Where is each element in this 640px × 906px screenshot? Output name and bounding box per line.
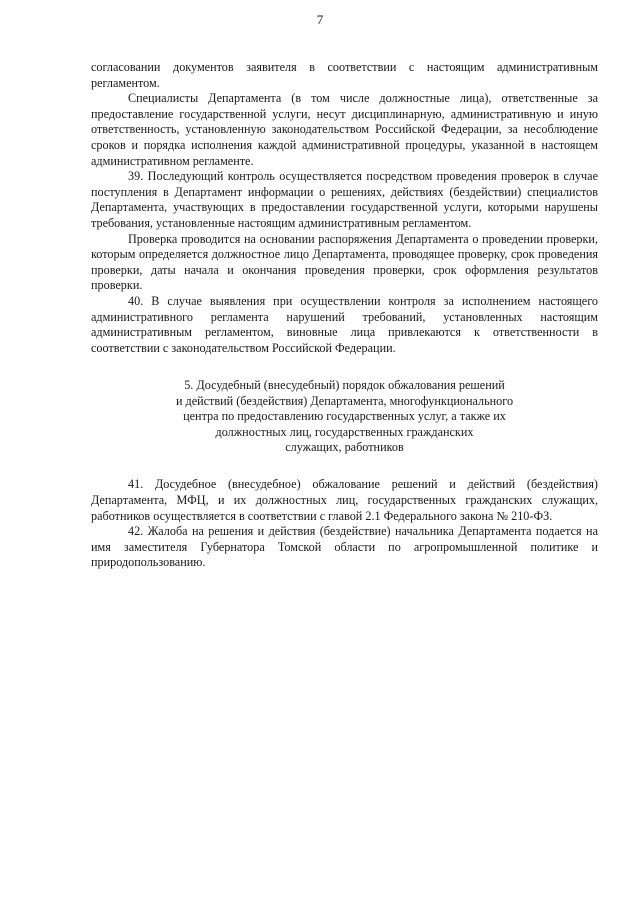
paragraphs-top — [91, 60, 598, 356]
section-heading-line: 5. Досудебный (внесудебный) порядок обжалования решений — [184, 378, 505, 393]
paragraph: Проверка проводится на основании распоряжения Департамента о проведении проверки, которым определяется должностное лицо Департамента, проводящее проверку, срок проведения проверки, даты начала и окончания проведения проверки, срок оформления результатов проверки. — [91, 231, 598, 293]
paragraph-item-42: 42. Жалоба на решения и действия (бездействие) начальника Департамента подается на имя заместителя Губернатора Томской области по агропромышленной политике и природопользованию. — [91, 524, 598, 570]
paragraph: согласовании документов заявителя в соответствии с настоящим административным регламентом. — [91, 60, 598, 90]
section-heading-line: должностных лиц, государственных гражданских — [215, 424, 474, 439]
paragraph-item-40: 40. В случае выявления при осуществлении контроля за исполнением настоящего административного регламента нарушений требований, установленных настоящим административным регламентом, виновные лица привлекаются к ответственности в соответствии с законодательством Российской Федерации. — [91, 293, 598, 355]
paragraph: Специалисты Департамента (в том числе должностные лица), ответственные за предоставление государственной услуги, несут дисциплинарную, административную и иную ответственность, установленную законодательством Российской Федерации, за несоблюдение сроков и порядка исполнения каждой административной процедуры, указанной в настоящем административном регламенте. — [91, 91, 598, 168]
paragraph-item-41: 41. Досудебное (внесудебное) обжалование решений и действий (бездействия) Департамента, МФЦ, и их должностных лиц, государственных гражданских служащих, работников осуществляется в соответствии с главой 2.1 Федерального закона № 210-ФЗ. — [91, 477, 598, 523]
section-heading — [91, 378, 598, 455]
paragraphs-bottom — [91, 477, 598, 571]
section-heading-line: центра по предоставлению государственных услуг, а также их — [183, 409, 506, 424]
section-heading-line: и действий (бездействия) Департамента, многофункционального — [175, 393, 514, 408]
document-body — [91, 60, 598, 571]
section-heading-line: служащих, работников — [285, 439, 404, 454]
paragraph-item-39: 39. Последующий контроль осуществляется посредством проведения проверок в случае поступления в Департамент информации о решениях, действиях (бездействии) специалистов Департамента, участвующих в предоставлении государственной услуги, которыми нарушены требования, установленные настоящим административным регламентом. — [91, 169, 598, 230]
page-number: 7 — [316, 12, 324, 27]
